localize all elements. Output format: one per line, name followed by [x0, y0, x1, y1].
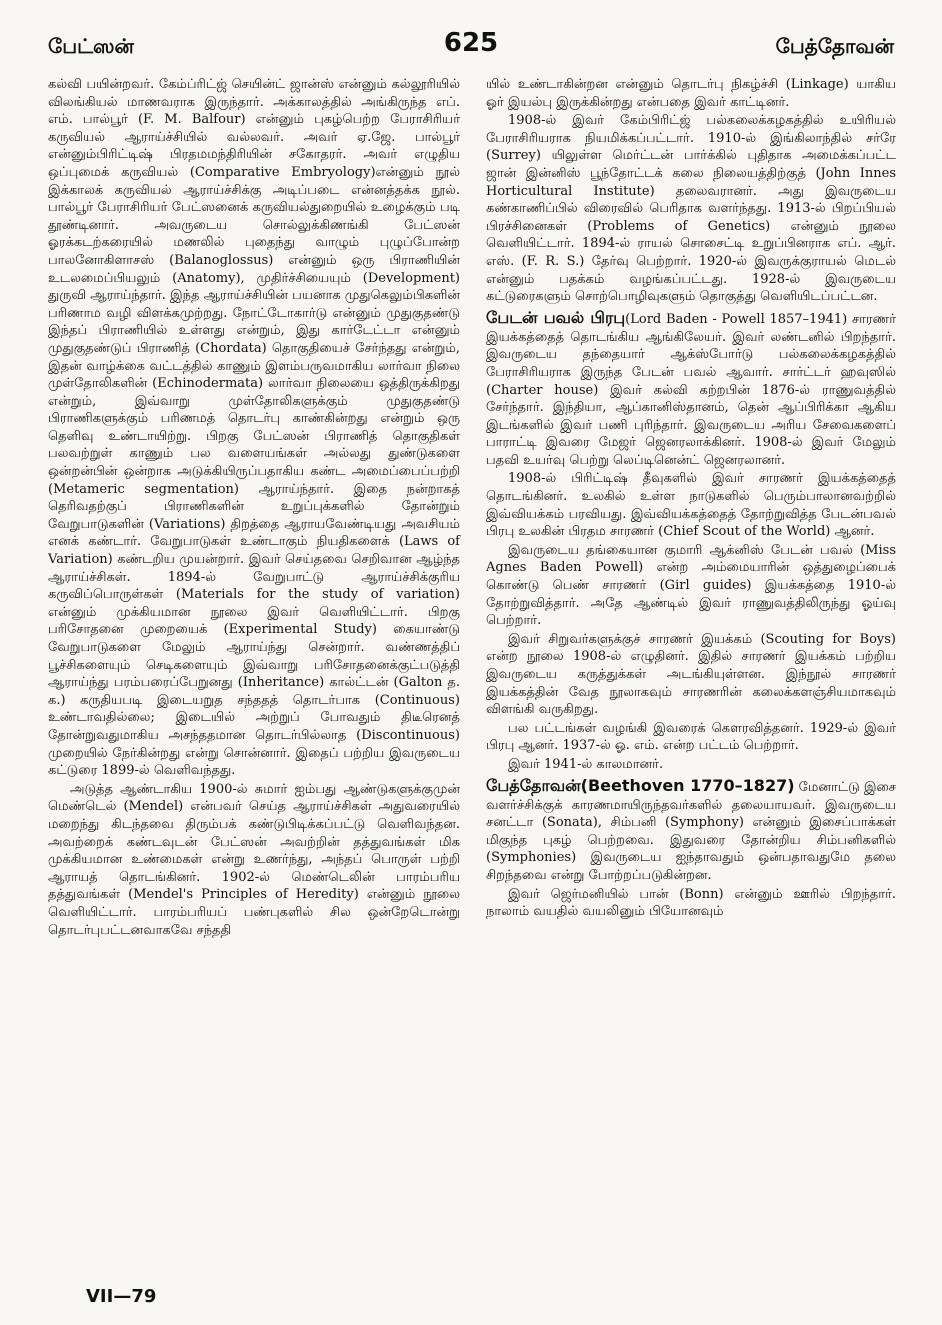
right-column — [486, 76, 896, 922]
beethoven-paragraph-2: இவர் ஜெர்மனியில் பான் (Bonn) என்னும் ஊரில் பிறந்தார். நாலாம் வயதில் வயலினும் பியோனவும் — [486, 886, 896, 920]
bateson-paragraph-2: அடுத்த ஆண்டாகிய 1900-ல் சுமார் ஐம்பது ஆண்டுகளுக்குமுன் மெண்டெல் (Mendel) என்பவர் செய்த ஆராய்ச்சிகள் அதுவரையில் மறைந்து கிடந்தவை திரும்பக் கண்டுபிடிக்கப்பட்டு வெளிவந்தன. அவற்றைக் கண்டவுடன் பேட்ஸன் அவற்றின் தத்துவங்கள் மிக முக்கியமான உண்மைகள் என்று உணர்ந்து, அந்தப் பொருள் பற்றி ஆராயத் தொடங்கினர். 1902-ல் மெண்டெலின் பாரம்பரிய தத்துவங்கள் (Mendel's Principles of Heredity) என்னும் நூலை வெளியிட்டார். பாரம்பரியப் பண்புகளில் சில ஒன்றேடொன்று தொடர்புபட்டனவாகவே சந்ததி — [48, 781, 460, 938]
baden-powell-paragraph-2: 1908-ல் பிரிட்டிஷ் தீவுகளில் இவர் சாரணர் இயக்கத்தைத் தொடங்கினர். உலகில் உள்ள நாடுகளில் பெரும்பாலானவற்றில் இவ்வியக்கம் பரவியது. இவ்வியக்கத்தைத் தோற்றுவித்த பேடன்பவல் பிரபு உலகின் பிரதம சாரணர் (Chief Scout of the World) ஆனர். — [486, 471, 896, 540]
beethoven-entry — [486, 775, 896, 885]
baden-powell-paragraph-3: இவருடைய தங்கையான குமாரி ஆக்னிஸ் பேடன் பவல் (Miss Agnes Baden Powell) என்ற அம்மையாரின் ஒத்துழைப்பைக் கொண்டு பெண் சாரணர் (Girl guides) இயக்கத்தை 1910-ல் தோற்றுவித்தார். அதே ஆண்டில் இவர் ராணுவத்திலிருந்து ஓய்வு பெற்றார். — [486, 542, 896, 629]
baden-powell-paragraph-6: இவர் 1941-ல் காலமானர். — [508, 756, 664, 772]
header-right-guide-word: பேத்தோவன் — [775, 34, 894, 58]
bateson-paragraph-3: 1908-ல் இவர் கேம்பிரிட்ஜ் பல்கலைக்கழகத்தில் உயிரியல் பேராசிரியராக நியமிக்கப்பட்டார். 1910-ல் இங்கிலாந்தில் சர்ரே (Surrey) யிலுள்ள மெர்ட்டன் பார்க்கில் புதிதாக அமைக்கப்பட்ட ஜான் இன்னிஸ் பூந்தோட்டக் கலை நிலையத்திற்குத் (John Innes Horticultural Institute) தலைவரானர். அது இவருடைய கண்காணிப்பில் விரைவில் பெரிதாக வளர்ந்தது. 1913-ல் பிறப்பியல் பிரச்சினைகள் (Problems of Genetics) என்னும் நூலை வெளியிட்டார். 1894-ல் ராயல் சொசைட்டி உறுப்பினராக எப். ஆர். எஸ். (F. R. S.) தேர்வு பெற்றார். 1920-ல் இவருக்குராயல் மெடல் என்னும் பதக்கம் வழங்கப்பட்டது. 1928-ல் இவருடைய கட்டுரைகளும் சொற்பொழிவுகளும் தொகுத்து வெளியிடப்பட்டன. — [486, 113, 896, 305]
header-left-guide-word: பேட்ஸன் — [48, 34, 134, 58]
baden-powell-paragraph-4: இவர் சிறுவர்களுக்குச் சாரணர் இயக்கம் (Scouting for Boys) என்ற நூலை 1908-ல் எழுதினர். இதில் சாரணர் இயக்கம் பற்றிய இவருடைய கருத்துக்கள் அடங்கியுள்ளன. இந்நூல் சாரணர் இயக்கத்தின் வேத நூலாகவும் சாரணரின் கலைக்களஞ்சியமாகவும் விளங்கி வருகிறது. — [486, 631, 896, 718]
beethoven-heading: பேத்தோவன் — [486, 775, 581, 795]
baden-powell-paragraph-5: பல பட்டங்கள் வழங்கி இவரைக் கௌரவித்தனர். 1929-ல் இவர் பிரபு ஆனர். 1937-ல் ஓ. எம். என்ற பட்டம் பெற்றார். — [486, 720, 896, 754]
signature-mark: VII—79 — [86, 1286, 157, 1307]
baden-powell-heading: பேடன் பவல் பிரபு — [486, 307, 626, 327]
bateson-paragraph-continued: யில் உண்டாகின்றன என்னும் தொடர்பு நிகழ்ச்சி (Linkage) யாகிய ஓர் இயல்பு இருக்கின்றது என்பதை இவர் காட்டினர். — [486, 77, 896, 110]
baden-powell-entry — [486, 307, 896, 470]
page-number: 625 — [443, 28, 499, 58]
bateson-paragraph-1: கல்வி பயின்றவர். கேம்ப்ரிட்ஜ் செயின்ட் ஜான்ஸ் என்னும் கல்லூரியில் விலங்கியல் மாணவராக இருந்தார். அக்காலத்தில் அங்கிருந்த எப். எம். பால்பூர் (F. M. Balfour) என்னும் புகழ்பெற்ற பேராசிரியர் கருவியல் ஆராய்ச்சியில் வல்லவர். அவர் ஏ.ஜே. பால்பூர் என்னும்பிரிட்டிஷ் பிரதமமந்திரியின் சகோதரர். அவர் எழுதிய ஒப்புமைக் கருவியல் (Comparative Embryology)என்னும் நூல் இக்காலக் கருவியல் ஆராய்ச்சிக்கு அடிப்படை என்னத்தக்க நூல். பால்பூர் பேராசிரியர் பேட்ஸனைக் கருவியல்துறையில் உழைக்கும் படி தூண்டினார். அவருடைய சொல்லுக்கிணங்கி பேட்ஸன் ஓரக்கடற்கரையில் மணலில் புதைந்து வாழும் புழுப்போன்ற பாலனோகிளாசஸ் (Balanoglossus) என்னும் ஒரு பிராணியின் உடலமைப்பியலும் (Anatomy), முதிர்ச்சியையும் (Development) துருவி ஆராய்ந்தார். இந்த ஆராய்ச்சியின் பயனாக முதுகெலும்பிகளின் பரிணாம வழி விளக்கமுற்றது. நோட்டோகார்டு என்னும் முதுகுதண்டு இந்தப் பிராணியில் உள்ளது என்றும், இது கார்டேட்டா என்னும் முதுகுதண்டுப் பிராணித் (Chordata) தொகுதியைச் சேர்ந்தது என்றும், இதன் வாழ்க்கை வட்டத்தில் காணும் இளம்பருவமாகிய லார்வா நிலை முள்தோலிகளின் (Echinodermata) லார்வா நிலையை ஒத்திருக்கிறது என்றும், இவ்வாறு முள்தோலிகளுக்கும் முதுகுதண்டு பிராணிகளுக்கும் பரிணமத் தொடர்பு காண்கின்றது என்றும் ஒரு தெளிவு உண்டாயிற்று. பிறகு பேட்ஸன் பிராணித் தொகுதிகள் பலவற்றுள் காணும் பல வளையங்கள் அல்லது துண்டுகளை ஒன்றன்பின் ஒன்றாக அடுக்கியிருப்பதாகிய கண்ட அமைப்பைப்பற்றி (Metameric segmentation) ஆராய்ந்தார். இதை நன்றாகத் தெரிவதற்குப் பிராணிகளின் உறுப்புக்களில் தோன்றும் வேறுபாடுகளின் (Variations) திறத்தை ஆராயவேண்டியது அவசியம் எனக் கண்டார். வேறுபாடுகள் உண்டாகும் நியதிகளைக் (Laws of Variation) கண்டறிய முயன்றார். இவர் செய்தவை செறிவான ஆழ்ந்த ஆராய்ச்சிகள். 1894-ல் வேறுபாட்டு ஆராய்ச்சிக்குரிய கருவிப்பொருள்கள் (Materials for the study of variation) என்னும் முக்கியமான நூலை இவர் வெளியிட்டார். பிறகு பரிசோதனை முறையைக் (Experimental Study) கையாண்டு வேறுபாடுகளை மேலும் ஆராய்ந்து சென்றார். வண்ணத்திப் பூச்சிகளையும் செடிகளையும் இவ்வாறு பரிசோதனைக்குட்படுத்தி ஆராய்ந்து பரம்பரைப்பேறுனது (Inheritance) கால்ட்டன் (Galton த. க.) கருதியபடி இடையறுத சந்ததத் தொடர்பாக (Continuous) உண்டாவதில்லை; இடையில் அற்றுப் போவதும் திடீரெனத் தோன்றுவதுமாகிய அசந்ததமான தொடர்பில்லாத (Discontinuous) முறையில் நேர்கின்றது என்று சொன்னார். இதைப் பற்றிய இவருடைய கட்டுரை 1899-ல் வெளிவந்தது. — [48, 77, 460, 779]
baden-powell-body: (Lord Baden - Powell 1857–1941) சாரணர் இயக்கத்தைத் தொடங்கிய ஆங்கிலேயர். இவர் லண்டனில் பிறந்தார். இவருடைய தந்தையார் ஆக்ஸ்போர்டு பல்கலைக்கழகத்தில் பேராசிரியராக இருந்த பேடன் பவல் ஆவார். சார்ட்டர் ஹவுஸில் (Charter house) இவர் கல்வி கற்றபின் 1876-ல் ராணுவத்தில் சேர்ந்தார். இந்தியா, ஆப்கானிஸ்தானம், தென் ஆப்பிரிக்கா ஆகிய இடங்களில் இவர் பணி புரிந்தார். இவருடைய அரிய சேவைகளைப் பாராட்டி இவரை மேஜர் ஜெனரலாக்கினர். 1908-ல் இவர் மேலும் பதவி உயர்வு பெற்று லெப்டினென்ட் ஜெனரலானர். — [486, 311, 897, 468]
left-column — [48, 76, 460, 940]
page-header — [48, 28, 894, 62]
beethoven-body: மேனாட்டு இசை வளர்ச்சிக்குக் காரணமாயிருந்தவர்களில் தலையாயவர். இவருடைய சனட்டா (Sonata), சிம்பனி (Symphony) என்னும் இசைப்பாக்கள் மிகுந்த புகழ் பெற்றவை. இதுவரை தோன்றிய சிம்பனிகளில் (Symphonies) இவருடைய ஐந்தாவதும் ஒன்பதாவதுமே தலை சிறந்தவை என்று போற்றப்படுகின்றன. — [486, 779, 896, 883]
beethoven-meta: (Beethoven 1770–1827) — [580, 775, 795, 795]
